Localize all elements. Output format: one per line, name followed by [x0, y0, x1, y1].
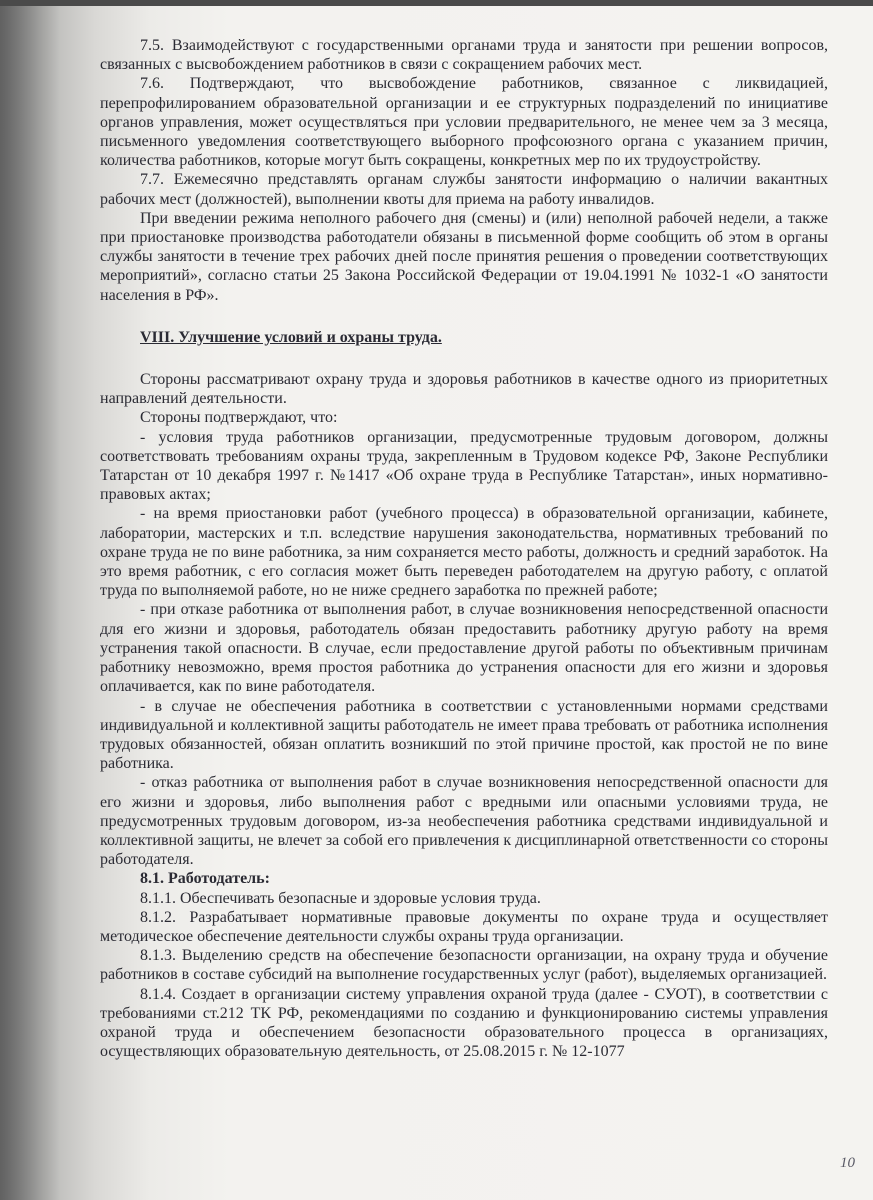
paragraph-7-5: 7.5. Взаимодействуют с государственными органами труда и занятости при решении вопросов, связанных с высвобождением работников в связи с сокращением рабочих мест.: [100, 37, 828, 74]
employer-item: 8.1.2. Разрабатывает нормативные правовые документы по охране труда и осуществляет методическое обеспечение деятельности службы охраны труда организации.: [100, 908, 828, 945]
employer-item: 8.1.1. Обеспечивать безопасные и здоровые условия труда.: [140, 889, 541, 907]
page-number: 10: [840, 1155, 855, 1171]
employer-heading: 8.1. Работодатель:: [140, 870, 270, 888]
section-list-item: - условия труда работников организации, предусмотренные трудовым договором, должны соответствовать требованиям охраны труда, закрепленным в Трудовом кодексе РФ, Законе Республики Татарстан от 10 декабря 1997 г. №1417 «Об охране труда в Республике Татарстан», иных нормативно-правовых актах;: [100, 428, 828, 504]
employer-item: 8.1.4. Создает в организации систему управления охраной труда (далее - СУОТ), в соответствии с требованиями ст.212 ТК РФ, рекомендациями по созданию и функционированию системы управления охраной труда и обеспечением безопасности образовательного процесса в организациях, осуществляющих образовательную деятельность, от 25.08.2015 г. № 12-1077: [100, 985, 828, 1061]
document-body: [100, 36, 828, 1061]
paragraph-7-6: 7.6. Подтверждают, что высвобождение работников, связанное с ликвидацией, перепрофилированием образовательной организации и ее структурных подразделений по инициативе органов управления, может осуществляться при условии предварительного, не менее чем за 3 месяца, письменного уведомления соответствующего выборного профсоюзного органа с указанием причин, количества работников, которые могут быть сокращены, конкретных мер по их трудоустройству.: [100, 75, 828, 170]
employer-item: 8.1.3. Выделению средств на обеспечение безопасности организации, на охрану труда и обучение работников в составе субсидий на выполнение государственных услуг (работ), выделяемых организацией.: [100, 947, 828, 984]
section-list-item: - в случае не обеспечения работника в соответствии с установленными нормами средствами индивидуальной и коллективной защиты работодатель не имеет права требовать от работника исполнения трудовых обязанностей, обязан оплатить возникший по этой причине простой, как простой не по вине работника.: [100, 697, 828, 773]
section-list-item: - отказ работника от выполнения работ в случае возникновения непосредственной опасности для его жизни и здоровья, либо выполнения работ с вредными или опасными условиями труда, не предусмотренных трудовым договором, из-за необеспечения работника средствами индивидуальной и коллективной защиты, не влечет за собой его привлечения к дисциплинарной ответственности со стороны работодателя.: [100, 774, 828, 869]
document-page: [0, 6, 873, 1200]
paragraph-part-time-notice: При введении режима неполного рабочего дня (смены) и (или) неполной рабочей недели, а также при приостановке производства работодатели обязаны в письменной форме сообщить об этом в органы службы занятости в течение трех рабочих дней после принятия решения о проведении соответствующих мероприятий», согласно статьи 25 Закона Российской Федерации от 19.04.1991 № 1032-1 «О занятости населения в РФ».: [100, 209, 828, 304]
section-paragraph: Стороны подтверждают, что:: [140, 409, 338, 427]
paragraph-7-7: 7.7. Ежемесячно представлять органам службы занятости информацию о наличии вакантных рабочих мест (должностей), выполнении квоты для приема на работу инвалидов.: [100, 171, 828, 208]
section-list-item: - при отказе работника от выполнения работ, в случае возникновения непосредственной опасности для его жизни и здоровья, работодатель обязан предоставить работнику другую работу на время устранения такой опасности. В случае, если предоставление другой работы по объективным причинам работнику невозможно, время простоя работника до устранения опасности для его жизни и здоровья оплачивается, как по вине работодателя.: [100, 601, 828, 696]
section-paragraph: Стороны рассматривают охрану труда и здоровья работников в качестве одного из приоритетных направлений деятельности.: [100, 371, 828, 408]
section-list-item: - на время приостановки работ (учебного процесса) в образовательной организации, кабинете, лаборатории, мастерских и т.п. вследствие нарушения законодательства, нормативных требований по охране труда не по вине работника, за ним сохраняется место работы, должность и средний заработок. На это время работник, с его согласия может быть переведен работодателем на другую работу, с оплатой труда по выполняемой работе, но не ниже среднего заработка по прежней работе;: [100, 505, 828, 600]
section-heading: VIII. Улучшение условий и охраны труда.: [140, 328, 442, 346]
binding-shadow: [0, 6, 60, 1200]
